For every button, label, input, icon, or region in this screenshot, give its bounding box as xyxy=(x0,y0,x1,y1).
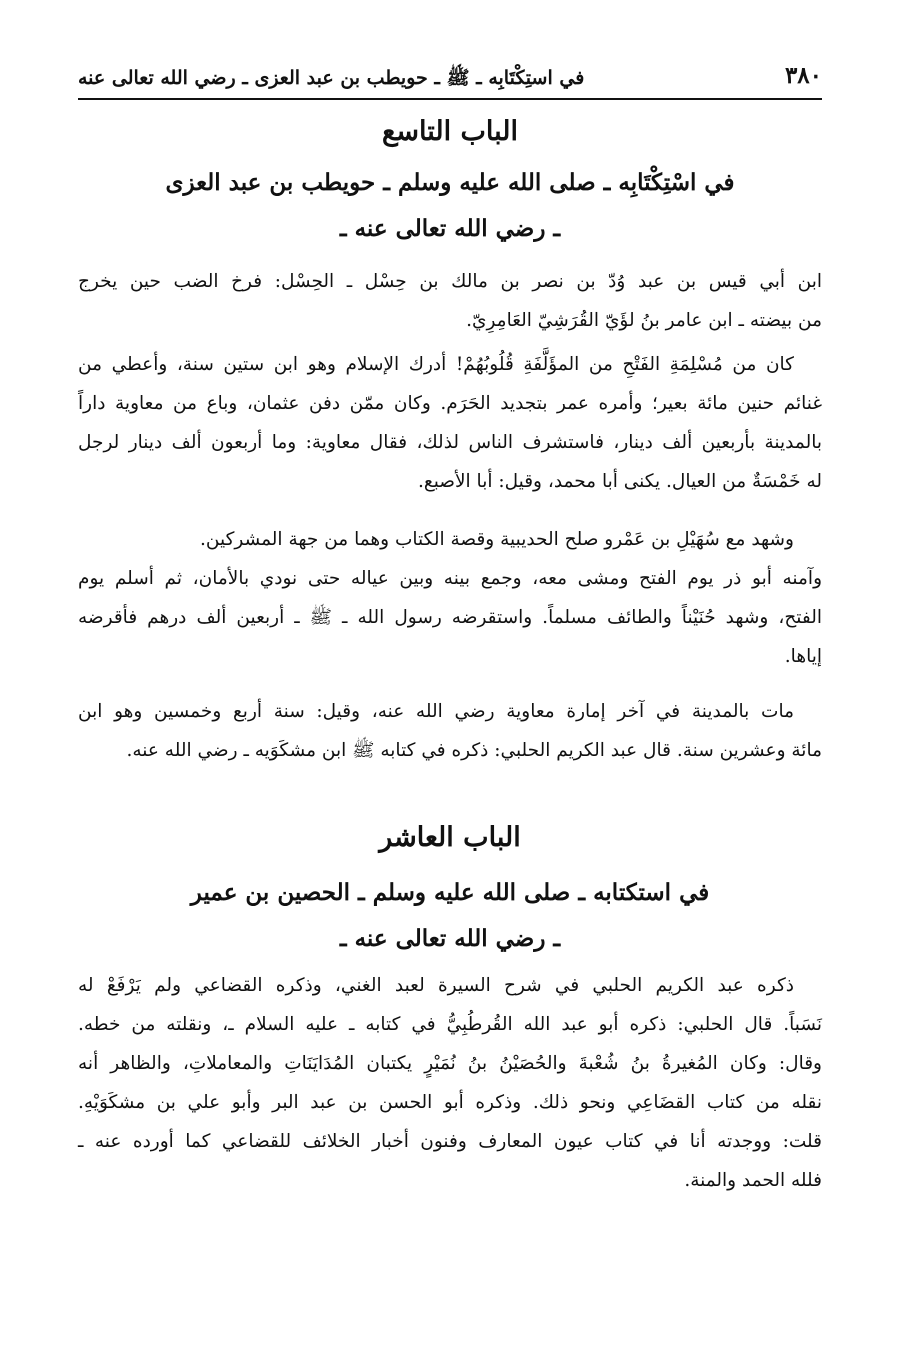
text-line: مائة وعشرين سنة. قال عبد الكريم الحلبي: ذكره في كتابه ﷺ ابن مشكَوَيه ـ رضي الله عنه. xyxy=(126,740,822,761)
text-line: نَسَباً. قال الحلبي: ذكره أبو عبد الله القُرطُبِيُّ في كتابه ـ عليه السلام ـ، ونقلته من خطه. xyxy=(78,1014,822,1035)
text-line: قلت: ووجدته أنا في كتاب عيون المعارف وفنون أخبار الخلائف للقضاعي كما أورده عنه ـ xyxy=(78,1131,822,1152)
text-line: مات بالمدينة في آخر إمارة معاوية رضي الله عنه، وقيل: سنة أربع وخمسين وهو ابن xyxy=(78,701,794,722)
text-line: من بيضته ـ ابن عامر بنُ لؤَيّ القُرَشِيّ العَامِرِيّ. xyxy=(466,310,822,331)
chapter-9-title: الباب التاسع xyxy=(381,116,518,147)
text-line: غنائم حنين مائة بعير؛ وأمره عمر بتجديد الحَرَم. وكان ممّن دفن عثمان، وباع من معاوية داراً xyxy=(78,393,822,414)
chapter-9-heading xyxy=(78,112,822,252)
running-title: في استِكْتَابِه ـ ﷺ ـ حويطب بن عبد العزى ـ رضي الله تعالى عنه xyxy=(78,67,585,89)
chapter-10-subtitle: في استكتابه ـ صلى الله عليه وسلم ـ الحصين بن عمير xyxy=(190,879,710,906)
chapter-10-heading xyxy=(78,818,822,962)
chapter-9-subtitle: في اسْتِكْتَابِه ـ صلى الله عليه وسلم ـ حويطب بن عبد العزى xyxy=(165,169,735,196)
chapter-9-paragraph-2 xyxy=(78,345,822,501)
chapter-10-paragraph xyxy=(78,966,822,1200)
text-line: وآمنه أبو ذر يوم الفتح ومشى معه، وجمع بينه وبين عياله حتى نودي بالأمان، ثم أسلم يوم xyxy=(78,568,822,589)
text-line: ابن أبي قيس بن عبد وُدّ بن نصر بن مالك بن حِسْل ـ الحِسْل: فرخ الضب حين يخرج xyxy=(78,271,822,292)
text-line: له خَمْسَةٌ من العيال. يكنى أبا محمد، وقيل: أبا الأصبع. xyxy=(417,471,822,492)
chapter-9-paragraph-1 xyxy=(78,262,822,340)
chapter-9-paragraph-3 xyxy=(78,520,822,676)
text-line: إياها. xyxy=(784,646,822,667)
text-line: الفتح، وشهد حُنَيْناً والطائف مسلماً. واستقرضه رسول الله ـ ﷺ ـ أربعين ألف درهم فأقرضه xyxy=(78,607,822,628)
text-line: فلله الحمد والمنة. xyxy=(684,1170,822,1191)
page-number: ٣٨٠ xyxy=(784,62,822,89)
text-line: وقال: وكان المُغيرةُ بنُ شُعْبةَ والحُصَيْنُ بنُ نُمَيْرٍ يكتبان المُدَايَنَاتِ والمعاملاتِ، والظاهر أنه xyxy=(78,1053,822,1074)
chapter-9-paragraph-4 xyxy=(78,692,822,770)
chapter-9-subtitle-2: ـ رضي الله تعالى عنه ـ xyxy=(339,215,561,242)
chapter-10-subtitle-2: ـ رضي الله تعالى عنه ـ xyxy=(339,925,561,952)
text-line: بالمدينة بأربعين ألف دينار، فاستشرف الناس لذلك، فقال معاوية: وما أربعون ألف دينار لرجل xyxy=(78,432,822,453)
text-line: وشهد مع سُهَيْلِ بن عَمْرو صلح الحديبية وقصة الكتاب وهما من جهة المشركين. xyxy=(200,529,794,550)
running-header xyxy=(78,60,822,100)
text-line: نقله من كتاب القضَاعِي ونحو ذلك. وذكره أبو الحسن بن عبد البر وأبو علي بن مشكَوَيْهِ. xyxy=(78,1092,822,1113)
text-line: كان من مُسْلِمَةِ الفَتْحِ من المؤَلَّفَةِ قُلُوبُهُمْ! أدرك الإسلام وهو ابن ستين سنة، وأعطي من xyxy=(78,354,794,375)
chapter-10-title: الباب العاشر xyxy=(379,822,521,853)
text-line: ذكره عبد الكريم الحلبي في شرح السيرة لعبد الغني، وذكره القضاعي ولم يَرْفَعْ له xyxy=(78,975,794,996)
